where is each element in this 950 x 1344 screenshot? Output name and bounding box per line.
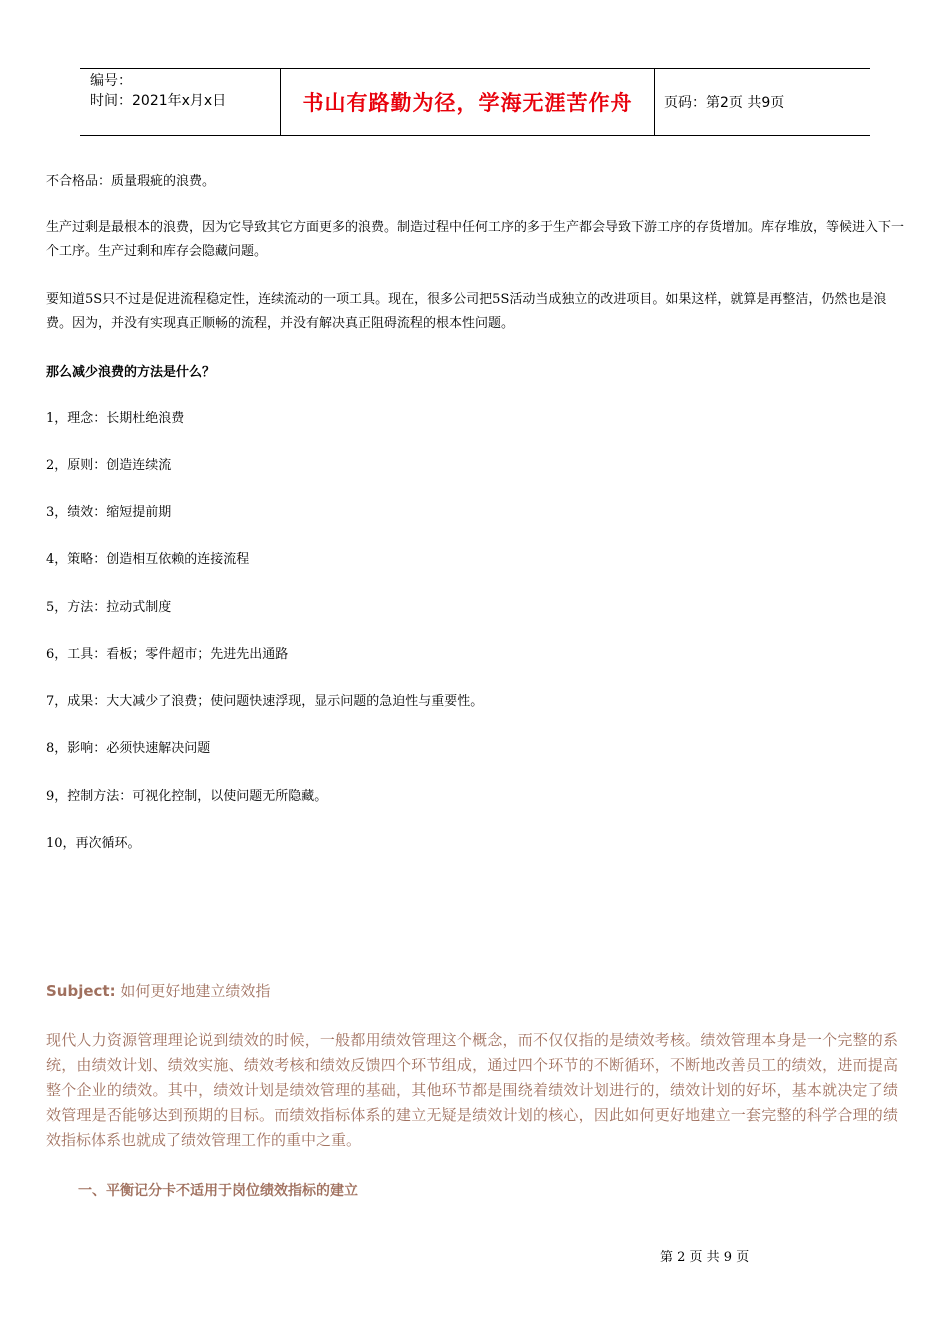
list-item: 3，绩效：缩短提前期	[46, 505, 172, 520]
number-label: 编号：	[90, 73, 132, 89]
list-item: 1，理念：长期杜绝浪费	[46, 411, 185, 426]
header-meta	[80, 69, 281, 135]
list-item: 2，原则：创造连续流	[46, 458, 172, 473]
question-heading: 那么减少浪费的方法是什么？	[46, 365, 216, 380]
list-item: 4，策略：创造相互依赖的连接流程	[46, 552, 250, 567]
paragraph-defect: 不合格品：质量瑕疵的浪费。	[46, 174, 216, 189]
subject-label: Subject:	[46, 982, 116, 1000]
paragraph-5s: 要知道5S只不过是促进流程稳定性，连续流动的一项工具。现在，很多公司把5S活动当成独立的改进项目。如果这样，就算是再整洁，仍然也是浪费。因为，并没有实现真正顺畅的流程，并没有解决真正阻碍流程的根本性问题。	[46, 292, 887, 331]
list-item: 8，影响：必须快速解决问题	[46, 741, 211, 756]
subject-title: 如何更好地建立绩效指	[115, 982, 271, 1000]
time-label: 时间：2021年x月x日	[90, 93, 227, 109]
list-item: 10，再次循环。	[46, 836, 141, 851]
page-footer: 第 2 页 共 9 页	[660, 1250, 750, 1265]
list-item: 7，成果：大大减少了浪费；使问题快速浮现，显示问题的急迫性与重要性。	[46, 694, 484, 709]
subject-line	[46, 980, 270, 1001]
list-item: 5，方法：拉动式制度	[46, 600, 172, 615]
header-page-info: 页码：第2页 共9页	[664, 95, 785, 111]
paragraph-overproduction: 生产过剩是最根本的浪费，因为它导致其它方面更多的浪费。制造过程中任何工序的多于生产都会导致下游工序的存货增加。库存堆放，等候进入下一个工序。生产过剩和库存会隐藏问题。	[46, 220, 905, 259]
article-paragraph: 现代人力资源管理理论说到绩效的时候，一般都用绩效管理这个概念，而不仅仅指的是绩效考核。绩效管理本身是一个完整的系统，由绩效计划、绩效实施、绩效考核和绩效反馈四个环节组成，通过四个环节的不断循环，不断地改善员工的绩效，进而提高整个企业的绩效。其中，绩效计划是绩效管理的基础，其他环节都是围绕着绩效计划进行的，绩效计划的好坏，基本就决定了绩效管理是否能够达到预期的目标。而绩效指标体系的建立无疑是绩效计划的核心，因此如何更好地建立一套完整的科学合理的绩效指标体系也就成了绩效管理工作的重中之重。	[46, 1031, 898, 1149]
list-item: 9，控制方法：可视化控制，以使问题无所隐藏。	[46, 789, 328, 804]
page-header	[80, 68, 870, 136]
section-heading: 一、平衡记分卡不适用于岗位绩效指标的建立	[78, 1183, 358, 1199]
list-item: 6，工具：看板；零件超市；先进先出通路	[46, 647, 289, 662]
header-motto: 书山有路勤为径，学海无涯苦作舟	[281, 69, 655, 135]
